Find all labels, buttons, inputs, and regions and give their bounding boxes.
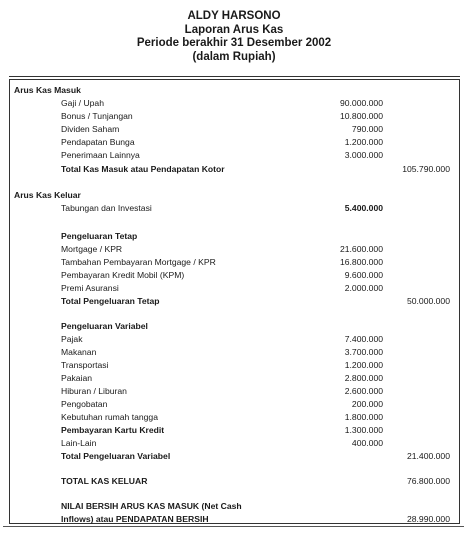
row-label: Pengobatan [61,399,108,409]
row-amount: 200.000 [351,399,383,409]
statement-row [10,149,459,161]
row-amount: 1.800.000 [344,412,383,422]
row-label: Bonus / Tunjangan [61,111,133,121]
row-label: Pembayaran Kartu Kredit [61,425,165,435]
row-label: Inflows) atau PENDAPATAN BERSIH [61,514,209,524]
row-amount: 2.800.000 [344,373,383,383]
row-label: Gaji / Upah [61,98,104,108]
row-label: Penerimaan Lainnya [61,150,140,160]
row-amount: 3.000.000 [344,150,383,160]
row-label: Premi Asuransi [61,283,119,293]
statement-row [10,110,459,122]
statement-row [10,372,459,384]
row-label: Tambahan Pembayaran Mortgage / KPR [61,257,216,267]
row-total: 21.400.000 [406,451,450,461]
row-label: Tabungan dan Investasi [61,203,152,213]
statement-row [10,424,459,436]
row-label: Hiburan / Liburan [61,386,127,396]
report-period: Periode berakhir 31 Desember 2002 [136,37,332,49]
row-label: NILAI BERSIH ARUS KAS MASUK (Net Cash [61,501,242,511]
statement-row [10,411,459,423]
row-label: Pengeluaran Tetap [61,231,138,241]
row-label: Mortgage / KPR [61,244,123,254]
statement-row [10,398,459,410]
statement-row [10,189,459,201]
report-unit: (dalam Rupiah) [192,50,276,63]
row-label: Arus Kas Keluar [14,190,81,200]
row-amount: 1.300.000 [344,425,383,435]
row-label: Pembayaran Kredit Mobil (KPM) [61,270,185,280]
row-amount: 1.200.000 [344,360,383,370]
bottom-rule [3,526,464,527]
row-total: 105.790.000 [402,164,450,174]
statement-row [10,163,459,175]
report-header [0,10,468,64]
row-amount: 790.000 [351,124,383,134]
statement-row [10,202,459,214]
report-title: Laporan Arus Kas [184,23,284,36]
row-amount: 2.000.000 [344,283,383,293]
row-label: Dividen Saham [61,124,120,134]
statement-row [10,243,459,255]
statement-row [10,97,459,109]
row-label: Transportasi [61,360,109,370]
row-label: Pendapatan Bunga [61,137,135,147]
row-label: TOTAL KAS KELUAR [61,476,148,486]
row-amount: 5.400.000 [344,203,383,213]
statement-row [10,230,459,242]
statement-row [10,359,459,371]
row-label: Pajak [61,334,83,344]
row-label: Total Kas Masuk atau Pendapatan Kotor [61,164,225,174]
row-label: Makanan [61,347,97,357]
statement-row [10,136,459,148]
row-amount: 9.600.000 [344,270,383,280]
statement-row [10,385,459,397]
statement-row [10,269,459,281]
statement-row [10,333,459,345]
row-amount: 2.600.000 [344,386,383,396]
row-total: 28.990.000 [406,514,450,524]
row-amount: 400.000 [351,438,383,448]
statement-row [10,123,459,135]
top-rule [9,76,460,77]
statement-row [10,84,459,96]
row-amount: 21.600.000 [339,244,383,254]
row-label: Lain-Lain [61,438,97,448]
row-label: Pengeluaran Variabel [61,321,148,331]
row-amount: 16.800.000 [339,257,383,267]
row-amount: 10.800.000 [339,111,383,121]
statement-row [10,282,459,294]
row-amount: 1.200.000 [344,137,383,147]
row-label: Kebutuhan rumah tangga [61,412,158,422]
row-label: Arus Kas Masuk [14,85,81,95]
row-total: 76.800.000 [406,476,450,486]
statement-row [10,513,459,525]
row-total: 50.000.000 [406,296,450,306]
statement-row [10,500,459,512]
statement-row [10,320,459,332]
statement-row [10,450,459,462]
statement-row [10,475,459,487]
row-label: Total Pengeluaran Variabel [61,451,171,461]
statement-row [10,256,459,268]
row-label: Total Pengeluaran Tetap [61,296,160,306]
row-amount: 3.700.000 [344,347,383,357]
statement-row [10,346,459,358]
statement-row [10,295,459,307]
row-amount: 90.000.000 [339,98,383,108]
cash-flow-table [9,79,460,524]
statement-row [10,437,459,449]
row-amount: 7.400.000 [344,334,383,344]
row-label: Pakaian [61,373,93,383]
person-name: ALDY HARSONO [187,10,281,22]
